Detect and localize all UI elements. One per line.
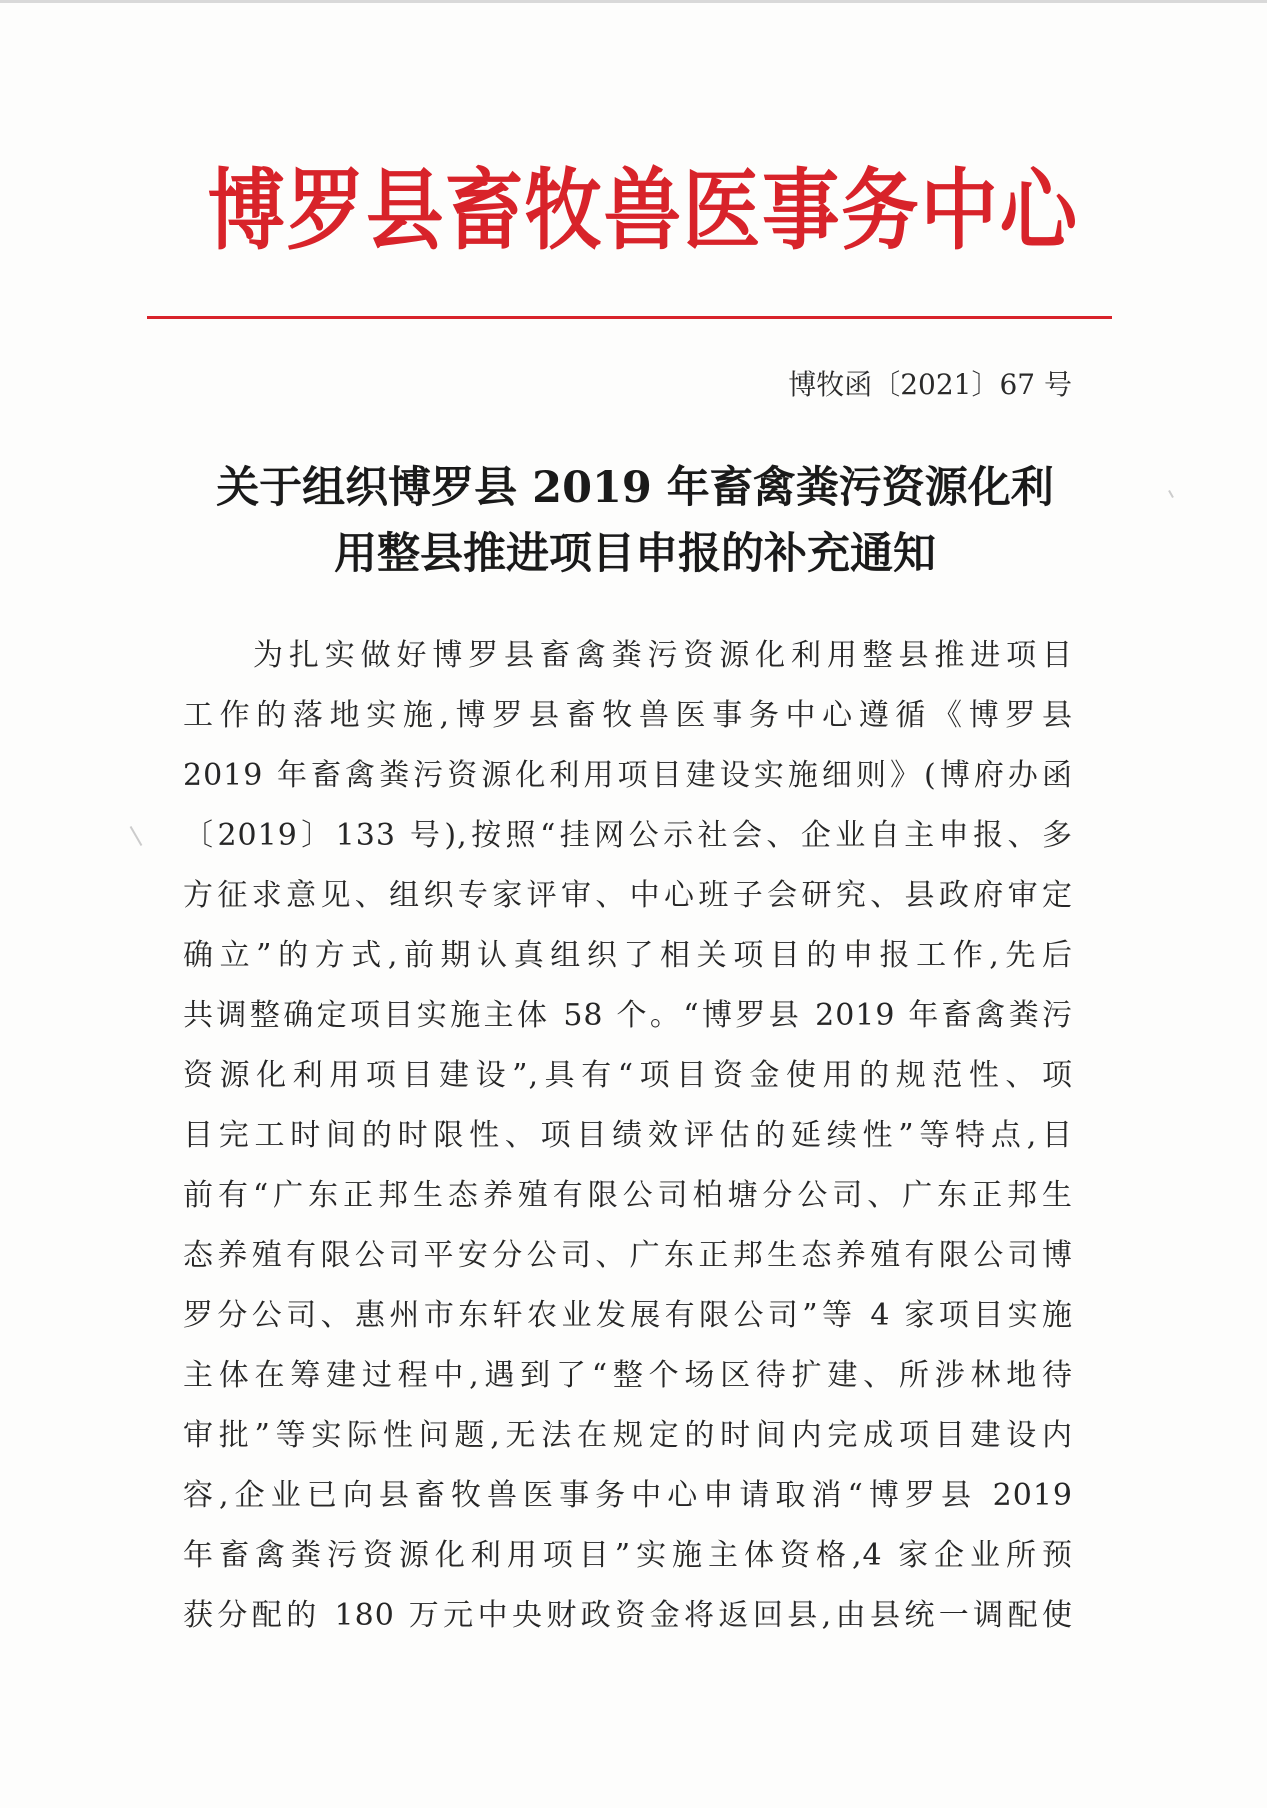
document-number: 博牧函〔2021〕67 号 (788, 368, 1072, 401)
scan-mark (1168, 490, 1174, 498)
document-title (150, 455, 1120, 587)
body-line: 审批”等实际性问题,无法在规定的时间内完成项目建设内 (183, 1418, 1073, 1453)
body-line: 获分配的 180 万元中央财政资金将返回县,由县统一调配使 (183, 1598, 1073, 1633)
body-line: 确立”的方式,前期认真组织了相关项目的申报工作,先后 (183, 938, 1073, 973)
body-line: 容,企业已向县畜牧兽医事务中心申请取消“博罗县 2019 (183, 1478, 1073, 1513)
body-line: 资源化利用项目建设”,具有“项目资金使用的规范性、项 (183, 1058, 1073, 1093)
body-line: 共调整确定项目实施主体 58 个。“博罗县 2019 年畜禽粪污 (183, 998, 1073, 1033)
body-line: 目完工时间的时限性、项目绩效评估的延续性”等特点,目 (183, 1118, 1073, 1153)
body-line: 罗分公司、惠州市东轩农业发展有限公司”等 4 家项目实施 (183, 1298, 1073, 1333)
body-line: 为扎实做好博罗县畜禽粪污资源化利用整县推进项目 (253, 638, 1073, 673)
title-line-2: 用整县推进项目申报的补充通知 (334, 529, 936, 579)
body-text (183, 626, 1073, 1646)
body-line: 工作的落地实施,博罗县畜牧兽医事务中心遵循《博罗县 (183, 698, 1073, 733)
agency-letterhead: 博罗县畜牧兽医事务中心 (207, 158, 1079, 262)
letterhead-red-rule (147, 316, 1112, 319)
body-line: 2019 年畜禽粪污资源化利用项目建设实施细则》(博府办函 (183, 758, 1073, 793)
body-line: 态养殖有限公司平安分公司、广东正邦生态养殖有限公司博 (183, 1238, 1073, 1273)
body-line: 〔2019〕133 号),按照“挂网公示社会、企业自主申报、多 (183, 818, 1073, 853)
body-line: 年畜禽粪污资源化利用项目”实施主体资格,4 家企业所预 (183, 1538, 1073, 1573)
body-line: 前有“广东正邦生态养殖有限公司柏塘分公司、广东正邦生 (183, 1178, 1073, 1213)
body-line: 方征求意见、组织专家评审、中心班子会研究、县政府审定 (183, 878, 1073, 913)
title-line-1: 关于组织博罗县 2019 年畜禽粪污资源化利 (216, 463, 1054, 513)
scan-mark (130, 826, 143, 846)
body-line: 主体在筹建过程中,遇到了“整个场区待扩建、所涉林地待 (183, 1358, 1073, 1393)
scan-edge (0, 0, 1267, 3)
